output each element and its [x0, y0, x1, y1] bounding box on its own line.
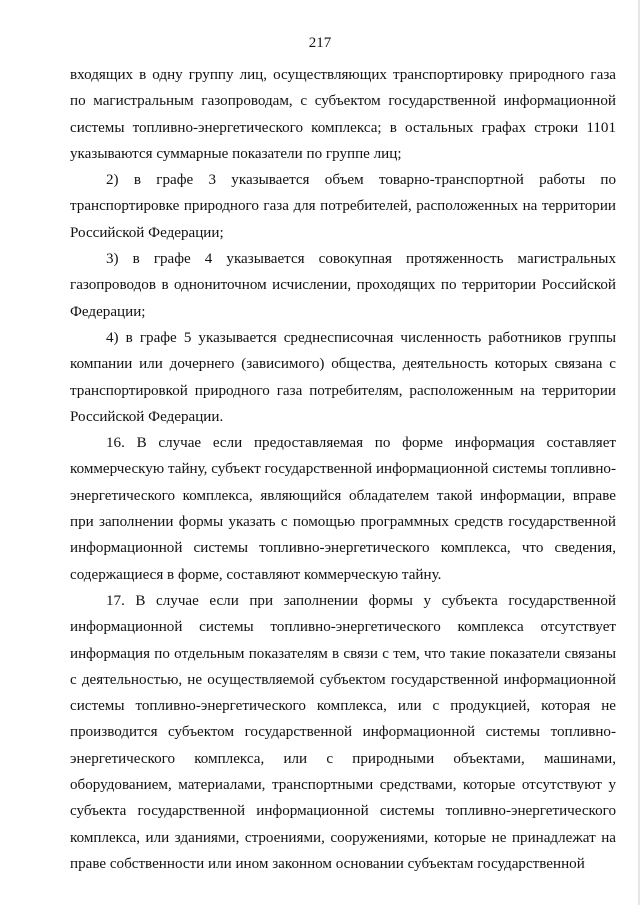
- page-number: 217: [308, 35, 332, 51]
- paragraph-item-2: 2) в графе 3 указывается объем товарно-транспортной работы по транспортировке природного газа для потребителей, расположенных на территории Российской Федерации;: [70, 172, 616, 241]
- paragraph-item-4: 4) в графе 5 указывается среднесписочная численность работников группы компании или дочернего (зависимого) общества, деятельность которых связана с транспортировкой природного газа потребителям, расположенным на территории Российской Федерации.: [70, 329, 616, 425]
- paragraph-section-17: 17. В случае если при заполнении формы у субъекта государственной информационной системы топливно-энергетического комплекса отсутствует информация по отдельным показателям в связи с тем, что такие показатели связаны с деятельностью, не осуществляемой субъектом государственной информационной системы топливно-энергетического комплекса, или с продукцией, которая не производится субъектом государственной информационной системы топливно-энергетического комплекса, или с природными объектами, машинами, оборудованием, материалами, транспортными средствами, которые отсутствуют у субъекта государственной информационной системы топливно-энергетического комплекса, или зданиями, строениями, сооружениями, которые не принадлежат на праве собственности или ином законном основании субъектам государственной: [70, 592, 616, 872]
- paragraph-continuation: входящих в одну группу лиц, осуществляющих транспортировку природного газа по магистральным газопроводам, с субъектом государственной информационной системы топливно-энергетического комплекса; в остальных графах строки 1101 указываются суммарные показатели по группе лиц;: [70, 67, 616, 162]
- document-body: [70, 62, 616, 877]
- paragraph-item-3: 3) в графе 4 указывается совокупная протяженность магистральных газопроводов в однониточном исчислении, проходящих по территории Российской Федерации;: [70, 251, 616, 320]
- paragraph-section-16: 16. В случае если предоставляемая по форме информация составляет коммерческую тайну, субъект государственной информационной системы топливно-энергетического комплекса, являющийся обладателем такой информации, вправе при заполнении формы указать с помощью программных средств государственной информационной системы топливно-энергетического комплекса, что сведения, содержащиеся в форме, составляют коммерческую тайну.: [70, 435, 616, 583]
